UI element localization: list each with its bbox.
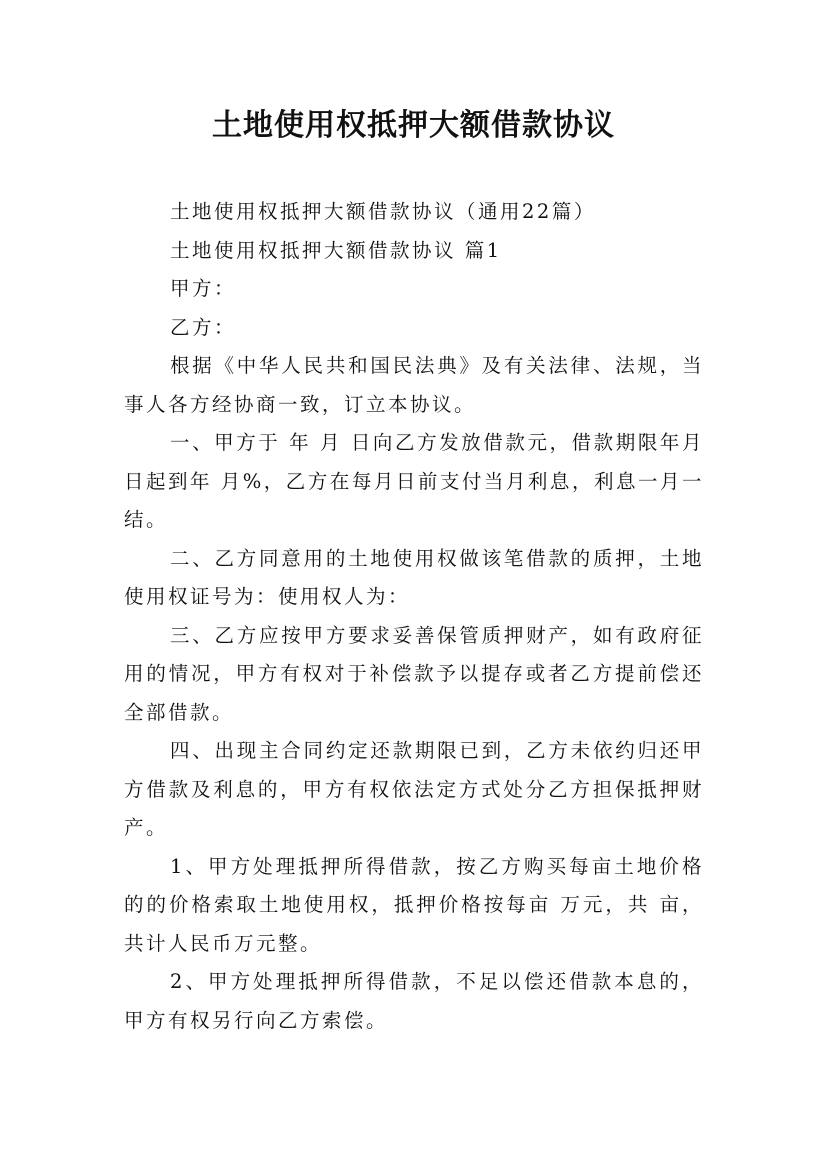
paragraph-party-b: 乙方： xyxy=(170,315,237,339)
paragraph-clause-3: 三、乙方应按甲方要求妥善保管质押财产，如有政府征用的情况，甲方有权对于补偿款予以提存或者乙方提前偿还全部借款。 xyxy=(124,623,704,724)
document-body xyxy=(124,193,704,1040)
document-title: 土地使用权抵押大额借款协议 xyxy=(212,108,615,143)
paragraph-party-a: 甲方： xyxy=(170,277,237,300)
paragraph-preamble: 根据《中华人民共和国民法典》及有关法律、法规，当事人各方经协商一致，订立本协议。 xyxy=(124,354,704,416)
paragraph-subclause-1: 1、甲方处理抵押所得借款，按乙方购买每亩土地价格的的价格索取土地使用权，抵押价格按每亩 万元，共 亩，共计人民币万元整。 xyxy=(124,854,704,955)
paragraph-clause-4: 四、出现主合同约定还款期限已到，乙方未依约归还甲方借款及利息的，甲方有权依法定方式处分乙方担保抵押财产。 xyxy=(124,739,704,839)
paragraph-heading: 土地使用权抵押大额借款协议（通用22篇） xyxy=(170,200,596,223)
paragraph-clause-1: 一、甲方于 年 月 日向乙方发放借款元，借款期限年月 日起到年 月%，乙方在每月日前支付当月利息，利息一月一结。 xyxy=(124,431,704,531)
paragraph-clause-2: 二、乙方同意用的土地使用权做该笔借款的质押，土地使用权证号为：使用权人为： xyxy=(124,546,704,608)
paragraph-subclause-2: 2、甲方处理抵押所得借款，不足以偿还借款本息的，甲方有权另行向乙方索偿。 xyxy=(124,970,704,1032)
paragraph-section-title: 土地使用权抵押大额借款协议 篇1 xyxy=(170,238,502,262)
